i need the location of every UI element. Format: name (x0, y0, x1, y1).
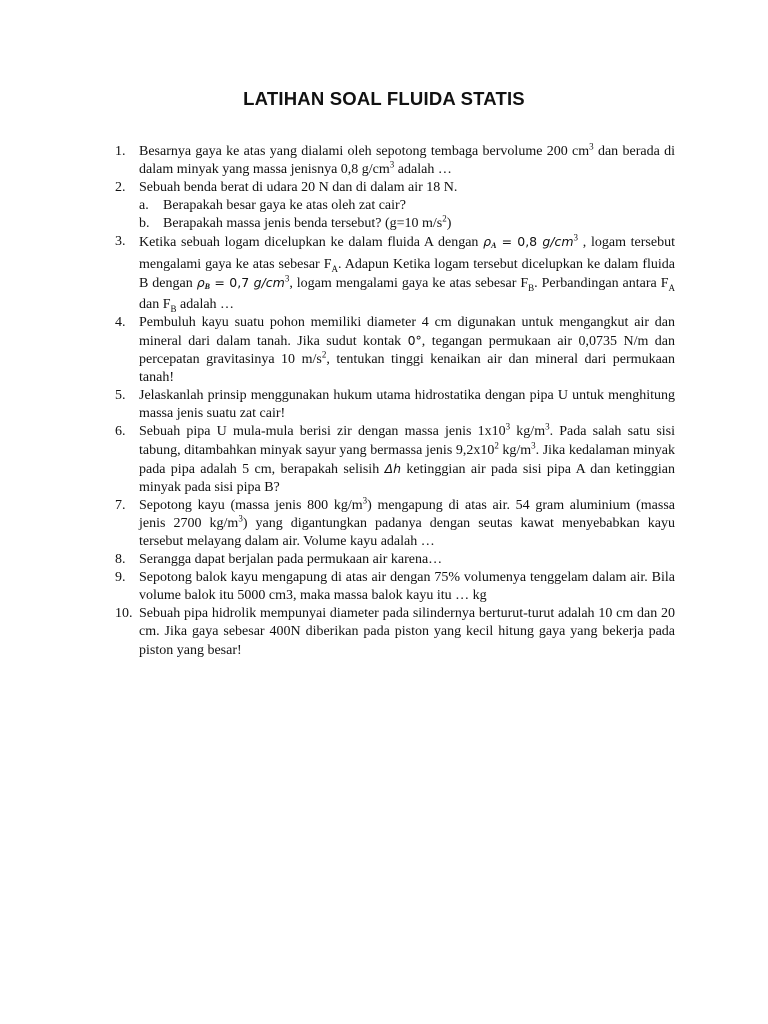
superscript: 3 (238, 513, 243, 524)
question-text: . Jika kedalaman minyak pada pipa adalah 5 cm, berapakah selisih (139, 442, 676, 477)
density-symbol: ρ (196, 274, 205, 290)
sub-question-label: a. (139, 198, 149, 214)
question-text: kg/m (498, 442, 532, 458)
superscript: 3 (573, 232, 579, 243)
equation: = 0,7 (209, 274, 254, 290)
question-text: adalah … (394, 162, 452, 178)
question-7 (115, 497, 675, 551)
question-text: Pembuluh kayu suatu pohon memiliki diameter 4 cm digunakan untuk mengangkut air dan mineral dari dalam tanah. Jika sudut kontak (139, 314, 675, 349)
question-text: Sebuah pipa hidrolik mempunyai diameter pada silindernya berturut-turut adalah 10 cm dan 20 cm. Jika gaya sebesar 400N diberikan pada piston yang kecil hitung gaya yang bekerja pada piston yang besar! (139, 606, 675, 658)
subscript: B (528, 282, 535, 293)
question-text: adalah … (176, 296, 235, 312)
sub-question-text: ) (446, 216, 452, 232)
question-text: , logam mengalami gaya ke atas sebesar F (289, 275, 529, 291)
equation: = 0,8 (496, 234, 543, 250)
sub-question-text: Berapakah massa jenis benda tersebut? (g=10 m/s (163, 216, 443, 232)
superscript: 3 (505, 421, 511, 432)
question-list (115, 143, 675, 660)
page-title: LATIHAN SOAL FLUIDA STATIS (243, 88, 525, 109)
sub-question-a (139, 197, 675, 215)
question-2 (115, 179, 675, 233)
question-number: 1. (115, 144, 126, 159)
sub-question-b (139, 215, 675, 233)
sub-question-list (139, 197, 675, 233)
question-text: , tegangan permukaan air 0,0735 N/m dan percepatan gravitasinya 10 m/s (139, 333, 676, 368)
superscript: 3 (389, 159, 395, 170)
subscript: A (331, 263, 338, 274)
question-3 (115, 233, 675, 313)
question-number: 2. (115, 180, 126, 196)
unit: g/cm (542, 234, 574, 250)
subscript: B (204, 281, 210, 291)
delta-h-symbol: Δh (384, 460, 402, 476)
question-text: Ketika sebuah logam dicelupkan ke dalam fluida A dengan (139, 235, 484, 251)
superscript: 2 (321, 349, 327, 360)
question-text: kg/m (510, 424, 546, 440)
subscript: A (668, 282, 675, 293)
superscript: 2 (494, 439, 499, 450)
question-9 (115, 569, 675, 605)
superscript: 3 (531, 439, 536, 450)
superscript: 3 (545, 421, 550, 432)
question-number: 9. (115, 570, 126, 586)
question-5 (115, 387, 675, 423)
question-number: 4. (115, 314, 126, 330)
question-text: dan berada di dalam minyak yang massa jenisnya 0,8 g/cm (139, 144, 675, 178)
question-number: 10. (115, 606, 133, 622)
question-text: ) yang digantungkan padanya dengan seutas kawat menyebabkan kayu tersebut melayang dalam air. Volume kayu adalah … (139, 515, 675, 549)
question-text: . Adapun Ketika logam tersebut dicelupkan ke dalam fluida B dengan (139, 256, 676, 291)
question-number: 5. (115, 388, 126, 404)
question-text: , tentukan tinggi kenaikan air dan mineral dari permukaan tanah! (139, 352, 675, 386)
question-text: Sepotong balok kayu mengapung di atas air dengan 75% volumenya tenggelam dalam air. Bila volume balok itu 5000 cm3, maka massa balok kayu itu … kg (139, 570, 675, 604)
unit: g/cm (253, 274, 285, 290)
question-6 (115, 423, 675, 496)
question-text: . Perbandingan antara F (534, 275, 669, 291)
superscript: 2 (442, 213, 447, 224)
question-1 (115, 143, 675, 179)
subscript: B (170, 303, 177, 314)
sub-question-text: Berapakah besar gaya ke atas oleh zat cair? (163, 198, 406, 214)
question-text: Besarnya gaya ke atas yang dialami oleh sepotong tembaga bervolume 200 cm (139, 144, 590, 159)
question-text: Sebuah pipa U mula-mula berisi zir dengan massa jenis 1x10 (139, 424, 506, 440)
sub-question-label: b. (139, 216, 150, 232)
density-symbol: ρ (483, 234, 492, 250)
question-number: 3. (115, 234, 126, 250)
superscript: 3 (284, 273, 290, 283)
question-8 (115, 551, 675, 569)
question-text: Sebuah benda berat di udara 20 N dan di dalam air 18 N. (139, 180, 458, 196)
question-text: . Pada salah satu sisi tabung, ditambahkan minyak sayur yang bermassa jenis 9,2x10 (139, 424, 676, 458)
question-text: Sepotong kayu (massa jenis 800 kg/m (139, 497, 363, 513)
question-number: 8. (115, 552, 126, 568)
question-text: ketinggian air pada sisi pipa A dan ketinggian minyak pada sisi pipa B? (139, 461, 675, 495)
question-text: , logam tersebut mengalami gaya ke atas sebesar F (139, 235, 675, 272)
question-number: 7. (115, 497, 126, 513)
question-10 (115, 605, 675, 659)
superscript: 3 (362, 495, 368, 506)
question-4 (115, 314, 675, 387)
subscript: A (491, 241, 497, 251)
question-text: ) mengapung di atas air. 54 gram aluminium (massa jenis 2700 kg/m (139, 497, 675, 531)
question-text: Serangga dapat berjalan pada permukaan air karena… (139, 552, 443, 568)
contact-angle: 0° (407, 332, 422, 348)
superscript: 3 (589, 141, 594, 152)
question-text: Jelaskanlah prinsip menggunakan hukum utama hidrostatika dengan pipa U untuk menghitung massa jenis suatu zat cair! (139, 388, 675, 422)
question-number: 6. (115, 424, 126, 440)
question-text: dan F (139, 296, 171, 312)
